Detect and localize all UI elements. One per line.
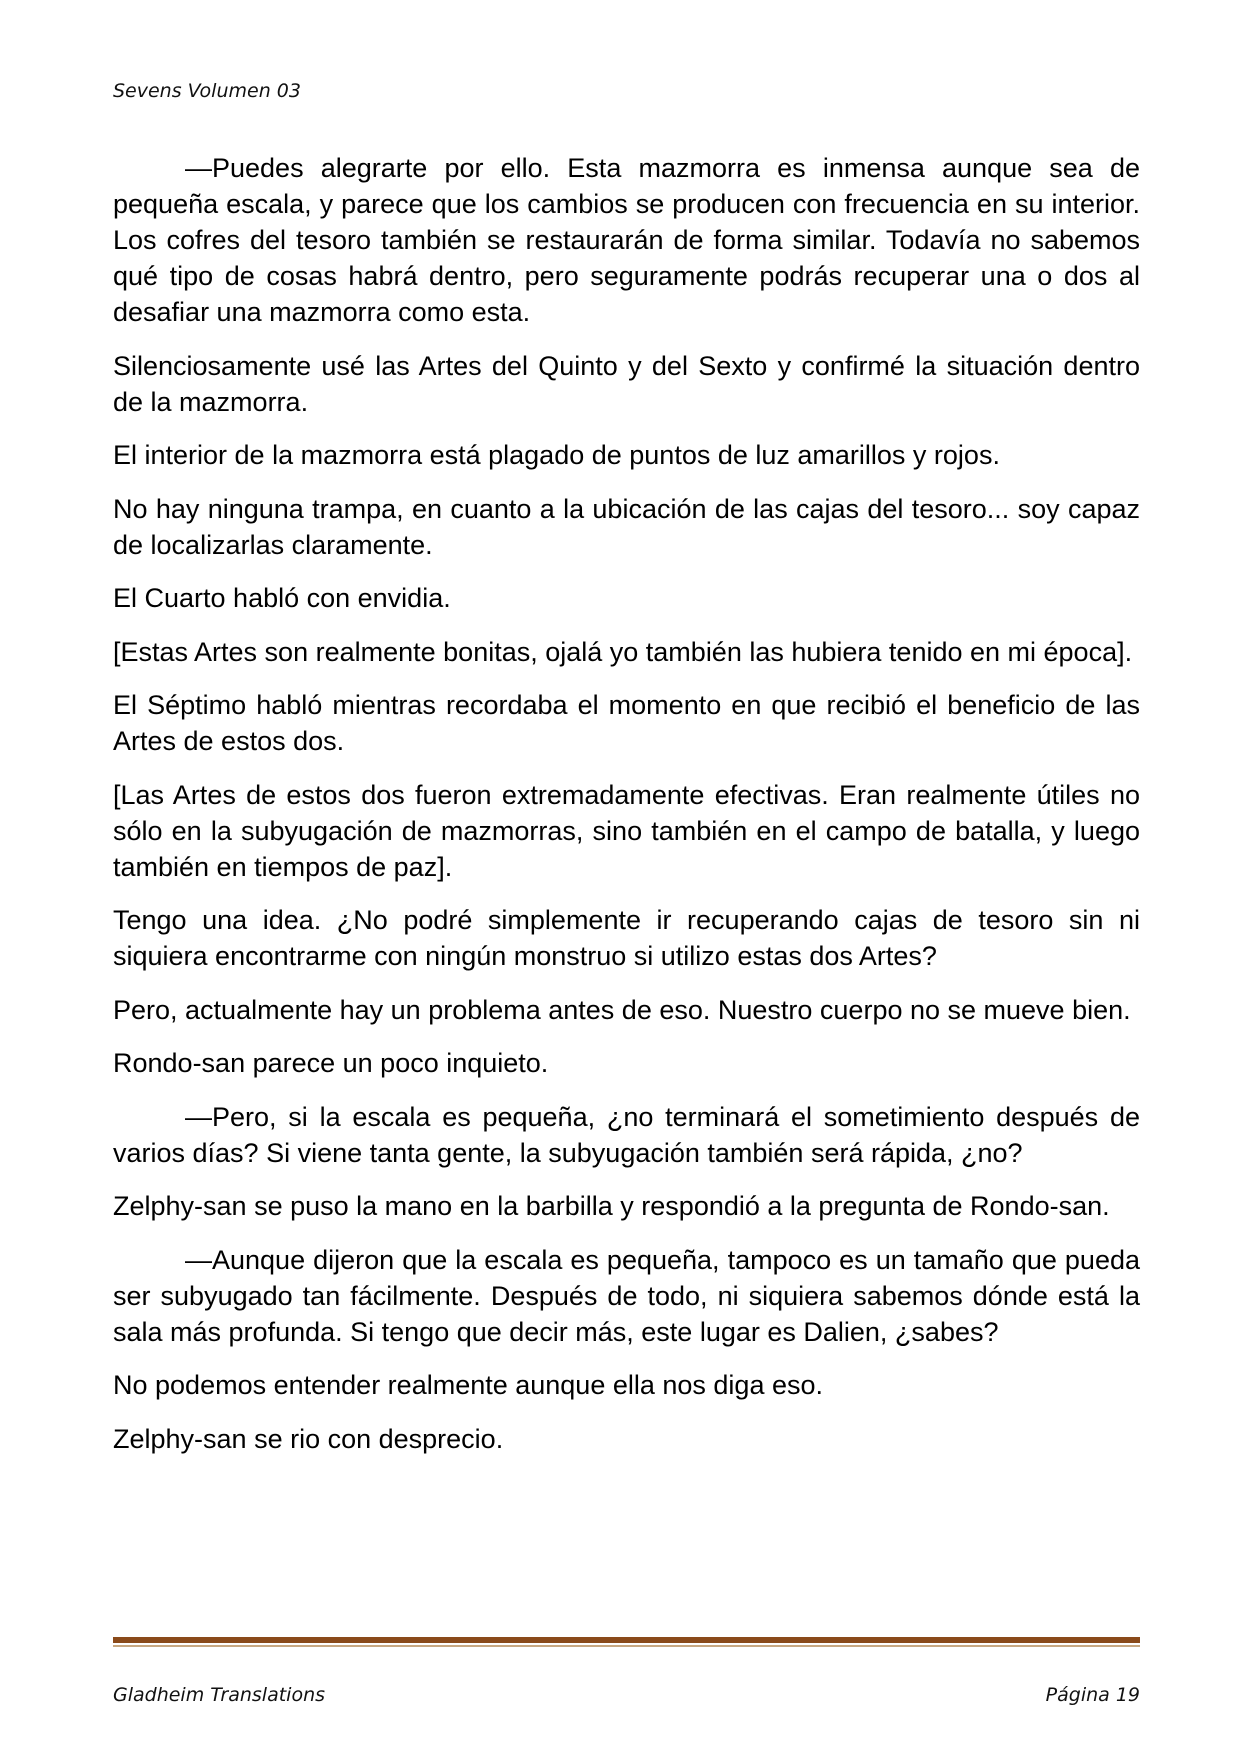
paragraph: —Puedes alegrarte por ello. Esta mazmorra es inmensa aunque sea de pequeña escala, y parece que los cambios se producen con frecuencia en su interior. Los cofres del tesoro también se restaurarán de forma similar. Todavía no sabemos qué tipo de cosas habrá dentro, pero seguramente podrás recuperar una o dos al desafiar una mazmorra como esta. xyxy=(113,153,1140,327)
paragraph: Zelphy-san se puso la mano en la barbilla y respondió a la pregunta de Rondo-san. xyxy=(113,1191,1110,1221)
paragraph: El Séptimo habló mientras recordaba el momento en que recibió el beneficio de las Artes de estos dos. xyxy=(113,690,1140,756)
page-number: Página 19 xyxy=(1045,1684,1140,1706)
paragraph: No hay ninguna trampa, en cuanto a la ubicación de las cajas del tesoro... soy capaz de localizarlas claramente. xyxy=(113,493,1140,560)
page-footer xyxy=(113,1684,1140,1706)
paragraph: [Las Artes de estos dos fueron extremadamente efectivas. Eran realmente útiles no sólo en la subyugación de mazmorras, sino también en el campo de batalla, y luego también en tiempos de paz]. xyxy=(113,779,1140,882)
paragraph: El interior de la mazmorra está plagado de puntos de luz amarillos y rojos. xyxy=(113,440,1000,470)
running-header: Sevens Volumen 03 xyxy=(113,80,301,102)
paragraph: Pero, actualmente hay un problema antes de eso. Nuestro cuerpo no se mueve bien. xyxy=(113,994,1131,1025)
footer-rule-thick xyxy=(113,1637,1140,1643)
footer-publisher: Gladheim Translations xyxy=(113,1684,326,1706)
paragraph: —Aunque dijeron que la escala es pequeña, tampoco es un tamaño que pueda ser subyugado tan fácilmente. Después de todo, ni siquiera sabemos dónde está la sala más profunda. Si tengo que decir más, este lugar es Dalien, ¿sabes? xyxy=(113,1244,1140,1347)
footer-rule xyxy=(113,1637,1140,1647)
paragraph: Zelphy-san se rio con desprecio. xyxy=(113,1423,504,1454)
body-text xyxy=(113,150,1140,1474)
paragraph: [Estas Artes son realmente bonitas, ojalá yo también las hubiera tenido en mi época]. xyxy=(113,636,1133,667)
paragraph: Rondo-san parece un poco inquieto. xyxy=(113,1048,549,1078)
paragraph: Silenciosamente usé las Artes del Quinto y del Sexto y confirmé la situación dentro de la mazmorra. xyxy=(113,350,1140,417)
paragraph: —Pero, si la escala es pequeña, ¿no terminará el sometimiento después de varios días? Si viene tanta gente, la subyugación también será rápida, ¿no? xyxy=(113,1101,1140,1168)
paragraph: Tengo una idea. ¿No podré simplemente ir recuperando cajas de tesoro sin ni siquiera encontrarme con ningún monstruo si utilizo estas dos Artes? xyxy=(113,905,1140,971)
paragraph: No podemos entender realmente aunque ella nos diga eso. xyxy=(113,1370,823,1400)
paragraph: El Cuarto habló con envidia. xyxy=(113,583,451,613)
footer-rule-thin xyxy=(113,1645,1140,1647)
